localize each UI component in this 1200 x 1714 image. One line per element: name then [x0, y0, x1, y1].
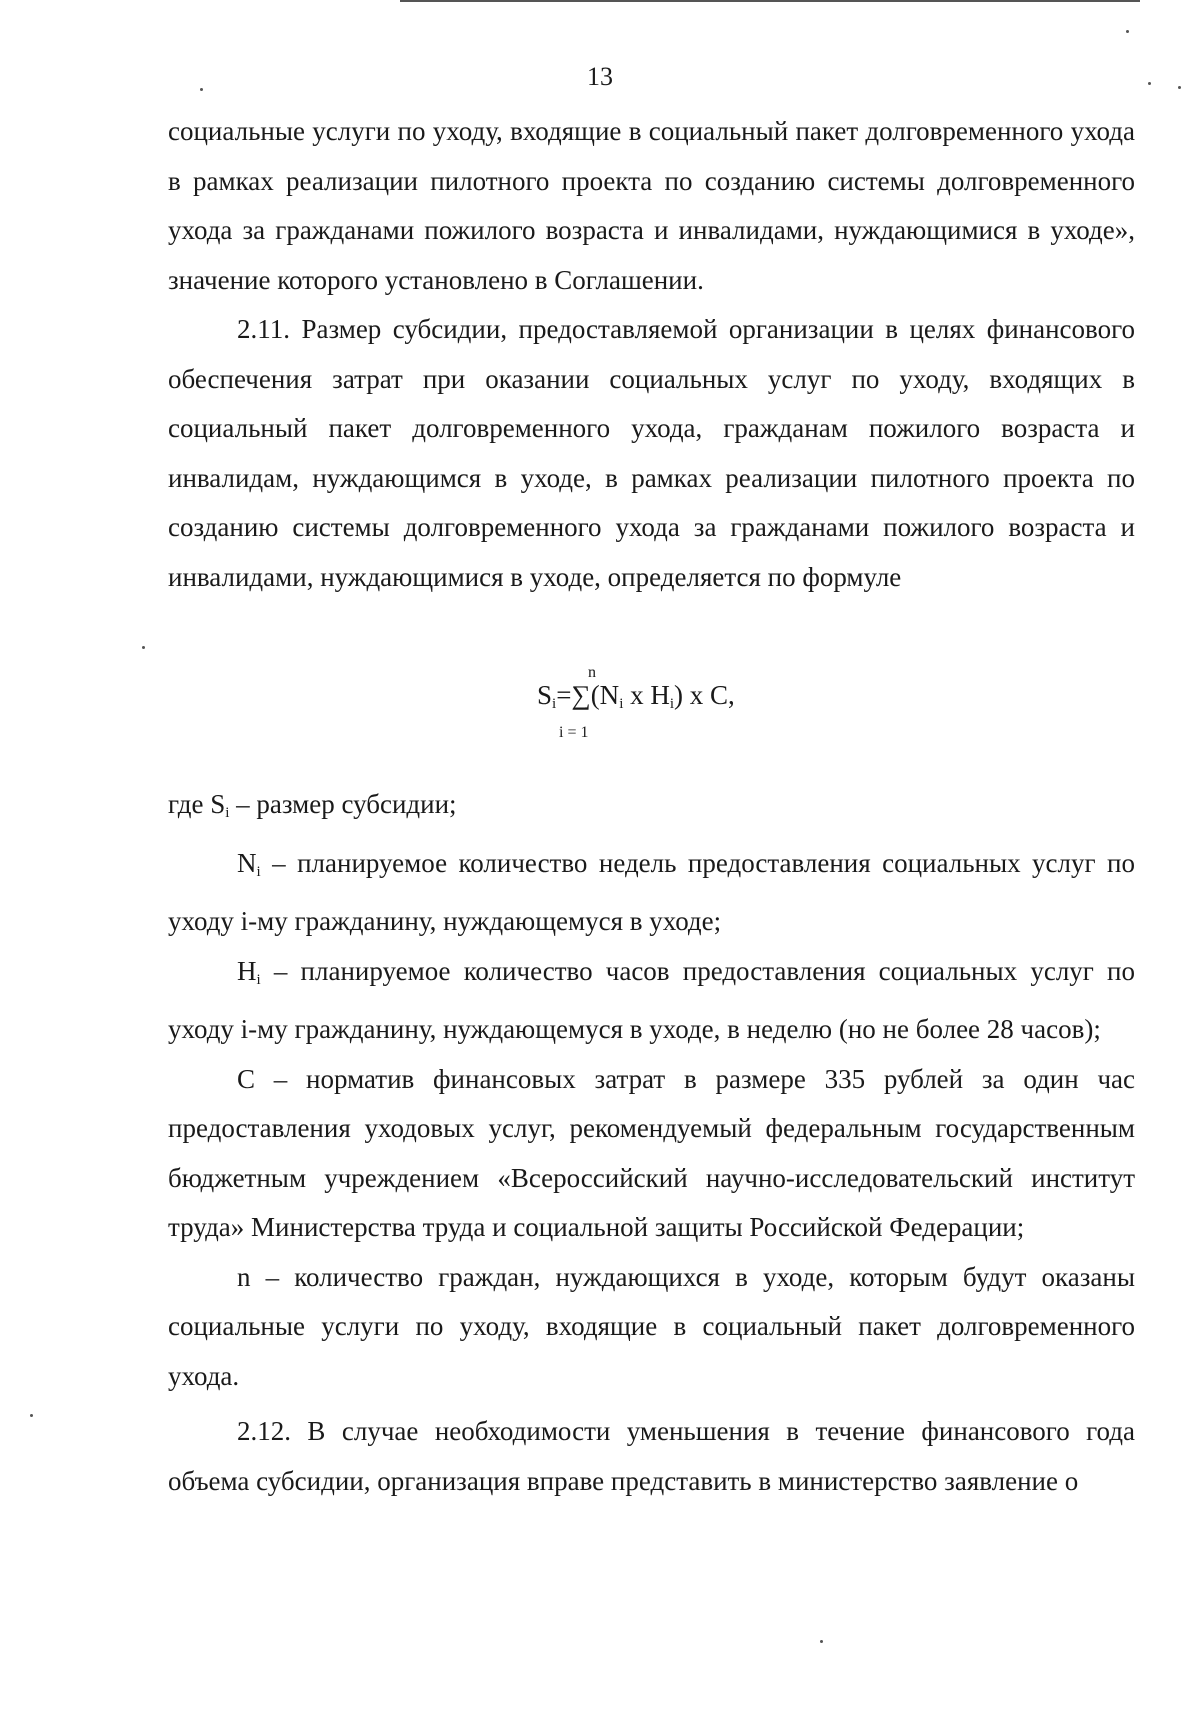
text-block-definitions: [168, 780, 1135, 1506]
text-block-top: [168, 107, 1135, 602]
scan-speck: [1178, 86, 1181, 89]
scan-speck: [142, 646, 145, 649]
paragraph-2-12: 2.12. В случае необходимости уменьшения в течение финансового года объема субсидии, организация вправе представить в министерство заявление о: [168, 1416, 1135, 1496]
definition-n: $N_i$ – планируемое количество недель предоставления социальных услуг по уходу i-му гражданину, нуждающемуся в уходе;: [168, 847, 1135, 936]
definition-c: С – норматив финансовых затрат в размере 335 рублей за один час предоставления уходовых услуг, рекомендуемый федеральным государственным бюджетным учреждением «Всероссийский научно-исследовательский институт труда» Министерства труда и социальной защиты Российской Федерации;: [168, 1063, 1135, 1242]
scan-top-edge-line: [400, 0, 1140, 2]
definition-s: где $S_i$ – размер субсидии;: [168, 789, 457, 821]
paragraph-continuation: социальные услуги по уходу, входящие в социальный пакет долговременного ухода в рамках реализации пилотного проекта по созданию системы долговременного ухода за гражданами пожилого возраста и инвалидами, нуждающимися в уходе», значение которого установлено в Соглашении.: [168, 116, 1135, 295]
page-number: 13: [587, 62, 613, 91]
sum-symbol: ∑: [571, 680, 591, 710]
formula-lhs: S: [537, 680, 553, 710]
scan-speck: [200, 88, 203, 91]
sum-upper-limit: n: [588, 664, 596, 681]
definition-h: $H_i$ – планируемое количество часов предоставления социальных услуг по уходу i-му гражданину, нуждающемуся в уходе, в неделю (но не более 28 часов);: [168, 955, 1135, 1044]
scan-speck: [30, 1414, 33, 1417]
subsidy-formula: [0, 664, 1200, 754]
formula-expression: $S_i=\sum(N_i$ x $H_i$) x C,: [537, 680, 735, 712]
definition-count: n – количество граждан, нуждающихся в уходе, которым будут оказаны социальные услуги по уходу, входящие в социальный пакет долговременного ухода.: [168, 1261, 1135, 1391]
sum-lower-limit: i = 1: [559, 724, 589, 741]
paragraph-2-11: 2.11. Размер субсидии, предоставляемой организации в целях финансового обеспечения затрат при оказании социальных услуг по уходу, входящих в социальный пакет долговременного ухода, гражданам пожилого возраста и инвалидам, нуждающимся в уходе, в рамках реализации пилотного проекта по созданию системы долговременного ухода за гражданами пожилого возраста и инвалидами, нуждающимися в уходе, определяется по формуле: [168, 314, 1135, 592]
scan-speck: [1126, 30, 1129, 33]
scan-speck: [1148, 82, 1151, 85]
scan-speck: [820, 1640, 823, 1643]
